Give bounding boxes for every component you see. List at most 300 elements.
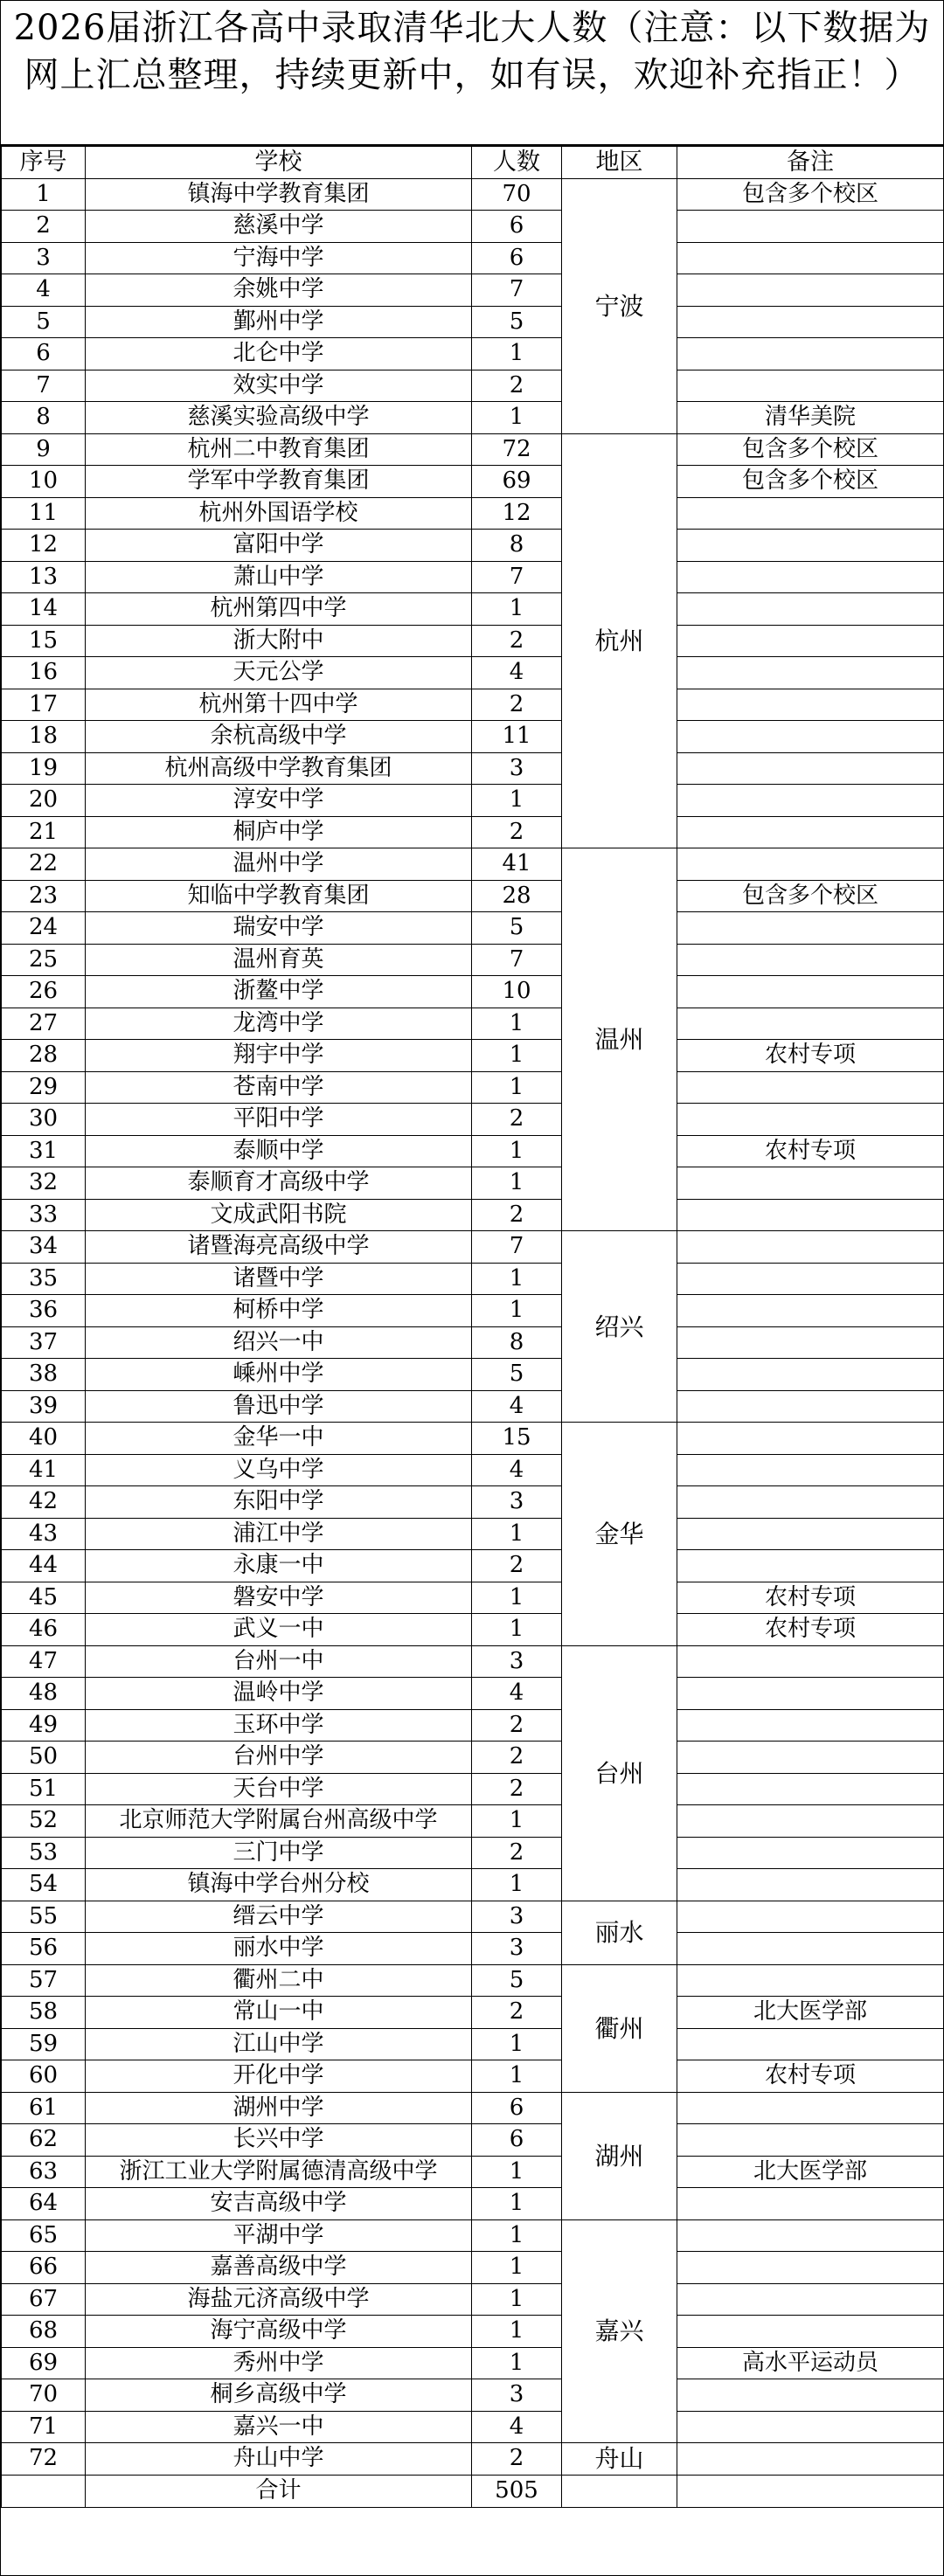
admit-count: 5 <box>472 306 562 338</box>
admit-count: 7 <box>472 944 562 976</box>
region-cell: 金华 <box>562 1423 677 1646</box>
row-index: 47 <box>2 1645 86 1678</box>
school-name: 玉环中学 <box>86 1709 472 1742</box>
school-name: 镇海中学台州分校 <box>86 1869 472 1901</box>
row-index: 21 <box>2 816 86 848</box>
school-name: 效实中学 <box>86 370 472 402</box>
admit-count: 2 <box>472 370 562 402</box>
table-row <box>2 2028 944 2060</box>
table-row <box>2 211 944 243</box>
table-row <box>2 880 944 912</box>
school-name: 宁海中学 <box>86 242 472 274</box>
table-row <box>2 848 944 881</box>
note-cell <box>677 625 944 657</box>
note-cell <box>677 721 944 753</box>
table-row <box>2 306 944 338</box>
note-cell <box>677 2316 944 2348</box>
admit-count: 1 <box>472 2316 562 2348</box>
admit-count: 2 <box>472 625 562 657</box>
table-row <box>2 1071 944 1104</box>
admit-count: 8 <box>472 1326 562 1359</box>
note-cell <box>677 2124 944 2157</box>
row-index: 5 <box>2 306 86 338</box>
school-name: 浙大附中 <box>86 625 472 657</box>
note-cell <box>677 2092 944 2124</box>
table-row <box>2 2252 944 2284</box>
table-row <box>2 561 944 593</box>
row-index: 27 <box>2 1008 86 1040</box>
note-cell <box>677 1295 944 1327</box>
table-row <box>2 976 944 1008</box>
admit-count: 1 <box>472 1008 562 1040</box>
note-cell <box>677 1837 944 1869</box>
row-index: 35 <box>2 1263 86 1295</box>
admit-count: 4 <box>472 2411 562 2443</box>
table-row <box>2 1869 944 1901</box>
admit-count: 1 <box>472 1040 562 1072</box>
note-cell: 包含多个校区 <box>677 433 944 466</box>
admit-count: 8 <box>472 530 562 562</box>
admit-count: 2 <box>472 1709 562 1742</box>
header-note: 备注 <box>677 147 944 179</box>
row-index: 24 <box>2 912 86 945</box>
admit-count: 1 <box>472 2219 562 2252</box>
row-index: 34 <box>2 1231 86 1264</box>
school-name: 开化中学 <box>86 2060 472 2093</box>
school-name: 温岭中学 <box>86 1678 472 1710</box>
admit-count: 1 <box>472 1071 562 1104</box>
admit-count: 1 <box>472 1869 562 1901</box>
row-index: 20 <box>2 785 86 817</box>
table-row <box>2 497 944 530</box>
school-name: 江山中学 <box>86 2028 472 2060</box>
row-index: 64 <box>2 2188 86 2220</box>
school-name: 温州育英 <box>86 944 472 976</box>
row-index: 56 <box>2 1933 86 1965</box>
table-row <box>2 2347 944 2379</box>
note-cell <box>677 211 944 243</box>
note-cell <box>677 593 944 626</box>
table-row <box>2 2124 944 2157</box>
admit-count: 1 <box>472 1518 562 1550</box>
admit-count: 15 <box>472 1423 562 1455</box>
row-index: 25 <box>2 944 86 976</box>
note-cell <box>677 1550 944 1582</box>
school-name: 平湖中学 <box>86 2219 472 2252</box>
admit-count: 1 <box>472 2252 562 2284</box>
school-name: 知临中学教育集团 <box>86 880 472 912</box>
table-row <box>2 1550 944 1582</box>
table-row <box>2 1454 944 1486</box>
note-cell <box>677 2028 944 2060</box>
note-cell <box>677 306 944 338</box>
note-cell <box>677 1231 944 1264</box>
row-index: 41 <box>2 1454 86 1486</box>
note-cell <box>677 530 944 562</box>
admit-count: 3 <box>472 1933 562 1965</box>
row-index: 32 <box>2 1167 86 1200</box>
table-row <box>2 2060 944 2093</box>
admit-count: 1 <box>472 2188 562 2220</box>
row-index: 19 <box>2 752 86 785</box>
note-cell <box>677 912 944 945</box>
table-row <box>2 1423 944 1455</box>
admit-count: 3 <box>472 1645 562 1678</box>
note-cell <box>677 370 944 402</box>
table-row <box>2 912 944 945</box>
row-index: 23 <box>2 880 86 912</box>
school-name: 杭州外国语学校 <box>86 497 472 530</box>
row-index: 71 <box>2 2411 86 2443</box>
admit-count: 3 <box>472 1486 562 1519</box>
table-row <box>2 338 944 370</box>
row-index: 52 <box>2 1805 86 1838</box>
table-row <box>2 1040 944 1072</box>
row-index: 6 <box>2 338 86 370</box>
table-row <box>2 1997 944 2029</box>
table-row <box>2 689 944 721</box>
table-row <box>2 1390 944 1423</box>
table-row <box>2 2156 944 2188</box>
school-name: 台州中学 <box>86 1742 472 1774</box>
total-index-cell <box>2 2475 86 2507</box>
note-cell <box>677 2379 944 2412</box>
admit-count: 1 <box>472 1295 562 1327</box>
school-name: 浙鳌中学 <box>86 976 472 1008</box>
school-name: 天台中学 <box>86 1773 472 1805</box>
row-index: 50 <box>2 1742 86 1774</box>
table-row <box>2 402 944 434</box>
admit-count: 4 <box>472 1678 562 1710</box>
school-name: 平阳中学 <box>86 1104 472 1136</box>
note-cell: 包含多个校区 <box>677 880 944 912</box>
table-row <box>2 1263 944 1295</box>
admit-count: 2 <box>472 1550 562 1582</box>
school-name: 湖州中学 <box>86 2092 472 2124</box>
admit-count: 1 <box>472 2156 562 2188</box>
note-cell <box>677 274 944 307</box>
school-name: 泰顺中学 <box>86 1135 472 1167</box>
table-row <box>2 1805 944 1838</box>
school-name: 天元公学 <box>86 657 472 689</box>
note-cell: 包含多个校区 <box>677 466 944 498</box>
row-index: 59 <box>2 2028 86 2060</box>
school-name: 慈溪中学 <box>86 211 472 243</box>
note-cell <box>677 1263 944 1295</box>
note-cell <box>677 2283 944 2316</box>
row-index: 31 <box>2 1135 86 1167</box>
row-index: 37 <box>2 1326 86 1359</box>
note-cell: 清华美院 <box>677 402 944 434</box>
school-name: 杭州第十四中学 <box>86 689 472 721</box>
admit-count: 2 <box>472 2443 562 2476</box>
row-index: 54 <box>2 1869 86 1901</box>
row-index: 53 <box>2 1837 86 1869</box>
table-row <box>2 944 944 976</box>
admit-count: 2 <box>472 1199 562 1231</box>
admit-count: 2 <box>472 1997 562 2029</box>
row-index: 38 <box>2 1359 86 1391</box>
admit-count: 7 <box>472 274 562 307</box>
school-name: 浙江工业大学附属德清高级中学 <box>86 2156 472 2188</box>
region-cell: 杭州 <box>562 433 677 848</box>
table-row <box>2 1645 944 1678</box>
note-cell: 高水平运动员 <box>677 2347 944 2379</box>
table-row <box>2 1326 944 1359</box>
school-name: 常山一中 <box>86 1997 472 2029</box>
note-cell: 北大医学部 <box>677 2156 944 2188</box>
school-name: 苍南中学 <box>86 1071 472 1104</box>
note-cell <box>677 1167 944 1200</box>
school-name: 泰顺育才高级中学 <box>86 1167 472 1200</box>
admit-count: 5 <box>472 1359 562 1391</box>
admit-count: 1 <box>472 2060 562 2093</box>
table-row <box>2 433 944 466</box>
school-name: 武义一中 <box>86 1614 472 1646</box>
note-cell <box>677 1678 944 1710</box>
school-name: 东阳中学 <box>86 1486 472 1519</box>
table-row <box>2 1837 944 1869</box>
table-row <box>2 1614 944 1646</box>
row-index: 12 <box>2 530 86 562</box>
table-row <box>2 2092 944 2124</box>
table-row <box>2 2411 944 2443</box>
school-name: 瑞安中学 <box>86 912 472 945</box>
table-row <box>2 2219 944 2252</box>
header-row <box>2 147 944 179</box>
note-cell <box>677 1742 944 1774</box>
row-index: 15 <box>2 625 86 657</box>
school-name: 温州中学 <box>86 848 472 881</box>
table-row <box>2 466 944 498</box>
school-name: 秀州中学 <box>86 2347 472 2379</box>
note-cell <box>677 848 944 881</box>
school-name: 嘉善高级中学 <box>86 2252 472 2284</box>
note-cell <box>677 242 944 274</box>
row-index: 51 <box>2 1773 86 1805</box>
row-index: 70 <box>2 2379 86 2412</box>
note-cell <box>677 1326 944 1359</box>
table-row <box>2 657 944 689</box>
table-row <box>2 2379 944 2412</box>
note-cell <box>677 1933 944 1965</box>
school-name: 衢州二中 <box>86 1964 472 1997</box>
admit-count: 41 <box>472 848 562 881</box>
note-cell <box>677 1390 944 1423</box>
note-cell <box>677 1104 944 1136</box>
admit-count: 4 <box>472 1390 562 1423</box>
table-row <box>2 1709 944 1742</box>
row-index: 65 <box>2 2219 86 2252</box>
row-index: 7 <box>2 370 86 402</box>
row-index: 61 <box>2 2092 86 2124</box>
note-cell: 农村专项 <box>677 2060 944 2093</box>
table-row <box>2 1135 944 1167</box>
note-cell <box>677 1901 944 1933</box>
region-cell: 绍兴 <box>562 1231 677 1423</box>
school-name: 嘉兴一中 <box>86 2411 472 2443</box>
table-row <box>2 178 944 211</box>
table-row <box>2 1008 944 1040</box>
table-row <box>2 1742 944 1774</box>
row-index: 55 <box>2 1901 86 1933</box>
admit-count: 1 <box>472 1582 562 1614</box>
row-index: 22 <box>2 848 86 881</box>
table-row <box>2 1582 944 1614</box>
school-name: 缙云中学 <box>86 1901 472 1933</box>
admit-count: 1 <box>472 402 562 434</box>
school-name: 丽水中学 <box>86 1933 472 1965</box>
table-row <box>2 1199 944 1231</box>
table-row <box>2 1678 944 1710</box>
page-title: 2026届浙江各高中录取清华北大人数（注意：以下数据为网上汇总整理，持续更新中，如有误，欢迎补充指正！） <box>1 1 943 146</box>
row-index: 72 <box>2 2443 86 2476</box>
admit-count: 7 <box>472 1231 562 1264</box>
note-cell <box>677 2411 944 2443</box>
row-index: 58 <box>2 1997 86 2029</box>
row-index: 46 <box>2 1614 86 1646</box>
admit-count: 12 <box>472 497 562 530</box>
school-name: 翔宇中学 <box>86 1040 472 1072</box>
school-name: 桐庐中学 <box>86 816 472 848</box>
admit-count: 2 <box>472 816 562 848</box>
school-name: 龙湾中学 <box>86 1008 472 1040</box>
school-name: 海盐元济高级中学 <box>86 2283 472 2316</box>
admit-count: 6 <box>472 2092 562 2124</box>
admit-count: 2 <box>472 1837 562 1869</box>
note-cell <box>677 816 944 848</box>
note-cell <box>677 2252 944 2284</box>
table-row <box>2 1518 944 1550</box>
admit-count: 69 <box>472 466 562 498</box>
table-row <box>2 370 944 402</box>
note-cell: 农村专项 <box>677 1614 944 1646</box>
note-cell: 包含多个校区 <box>677 178 944 211</box>
total-note-cell <box>677 2475 944 2507</box>
row-index: 40 <box>2 1423 86 1455</box>
table-row <box>2 1295 944 1327</box>
note-cell <box>677 1454 944 1486</box>
admit-count: 1 <box>472 2028 562 2060</box>
header-count: 人数 <box>472 147 562 179</box>
row-index: 17 <box>2 689 86 721</box>
school-name: 杭州高级中学教育集团 <box>86 752 472 785</box>
table-row <box>2 593 944 626</box>
row-index: 39 <box>2 1390 86 1423</box>
admission-table <box>1 146 944 2508</box>
note-cell: 农村专项 <box>677 1582 944 1614</box>
admit-count: 1 <box>472 1263 562 1295</box>
row-index: 42 <box>2 1486 86 1519</box>
school-name: 北仑中学 <box>86 338 472 370</box>
row-index: 43 <box>2 1518 86 1550</box>
note-cell <box>677 1645 944 1678</box>
table-row <box>2 1933 944 1965</box>
school-name: 安吉高级中学 <box>86 2188 472 2220</box>
row-index: 36 <box>2 1295 86 1327</box>
row-index: 3 <box>2 242 86 274</box>
school-name: 台州一中 <box>86 1645 472 1678</box>
table-row <box>2 752 944 785</box>
row-index: 57 <box>2 1964 86 1997</box>
admit-count: 11 <box>472 721 562 753</box>
note-cell <box>677 2188 944 2220</box>
note-cell <box>677 689 944 721</box>
row-index: 16 <box>2 657 86 689</box>
table-row <box>2 785 944 817</box>
note-cell <box>677 1359 944 1391</box>
admit-count: 70 <box>472 178 562 211</box>
row-index: 14 <box>2 593 86 626</box>
admit-count: 2 <box>472 1104 562 1136</box>
admit-count: 4 <box>472 1454 562 1486</box>
admit-count: 28 <box>472 880 562 912</box>
school-name: 长兴中学 <box>86 2124 472 2157</box>
row-index: 28 <box>2 1040 86 1072</box>
admit-count: 5 <box>472 912 562 945</box>
school-name: 义乌中学 <box>86 1454 472 1486</box>
note-cell <box>677 657 944 689</box>
table-row <box>2 816 944 848</box>
school-name: 淳安中学 <box>86 785 472 817</box>
school-name: 绍兴一中 <box>86 1326 472 1359</box>
table-row <box>2 1773 944 1805</box>
table-row <box>2 2443 944 2476</box>
region-cell: 宁波 <box>562 178 677 433</box>
row-index: 26 <box>2 976 86 1008</box>
admit-count: 6 <box>472 242 562 274</box>
row-index: 18 <box>2 721 86 753</box>
school-name: 学军中学教育集团 <box>86 466 472 498</box>
total-row <box>2 2475 944 2507</box>
admit-count: 2 <box>472 1742 562 1774</box>
row-index: 2 <box>2 211 86 243</box>
note-cell <box>677 1486 944 1519</box>
table-row <box>2 721 944 753</box>
note-cell <box>677 976 944 1008</box>
header-index: 序号 <box>2 147 86 179</box>
school-name: 永康一中 <box>86 1550 472 1582</box>
school-name: 杭州二中教育集团 <box>86 433 472 466</box>
table-row <box>2 1964 944 1997</box>
row-index: 10 <box>2 466 86 498</box>
admit-count: 3 <box>472 752 562 785</box>
school-name: 鄞州中学 <box>86 306 472 338</box>
school-name: 桐乡高级中学 <box>86 2379 472 2412</box>
table-row <box>2 1231 944 1264</box>
row-index: 66 <box>2 2252 86 2284</box>
school-name: 磐安中学 <box>86 1582 472 1614</box>
admit-count: 2 <box>472 1773 562 1805</box>
region-cell: 台州 <box>562 1645 677 1901</box>
total-label: 合计 <box>86 2475 472 2507</box>
admit-count: 2 <box>472 689 562 721</box>
row-index: 68 <box>2 2316 86 2348</box>
note-cell <box>677 2443 944 2476</box>
admit-count: 7 <box>472 561 562 593</box>
region-cell: 丽水 <box>562 1901 677 1964</box>
school-name: 鲁迅中学 <box>86 1390 472 1423</box>
region-cell: 嘉兴 <box>562 2219 677 2443</box>
note-cell <box>677 1008 944 1040</box>
table-row <box>2 1359 944 1391</box>
note-cell <box>677 785 944 817</box>
row-index: 11 <box>2 497 86 530</box>
note-cell <box>677 1071 944 1104</box>
table-row <box>2 1167 944 1200</box>
row-index: 49 <box>2 1709 86 1742</box>
note-cell: 农村专项 <box>677 1040 944 1072</box>
